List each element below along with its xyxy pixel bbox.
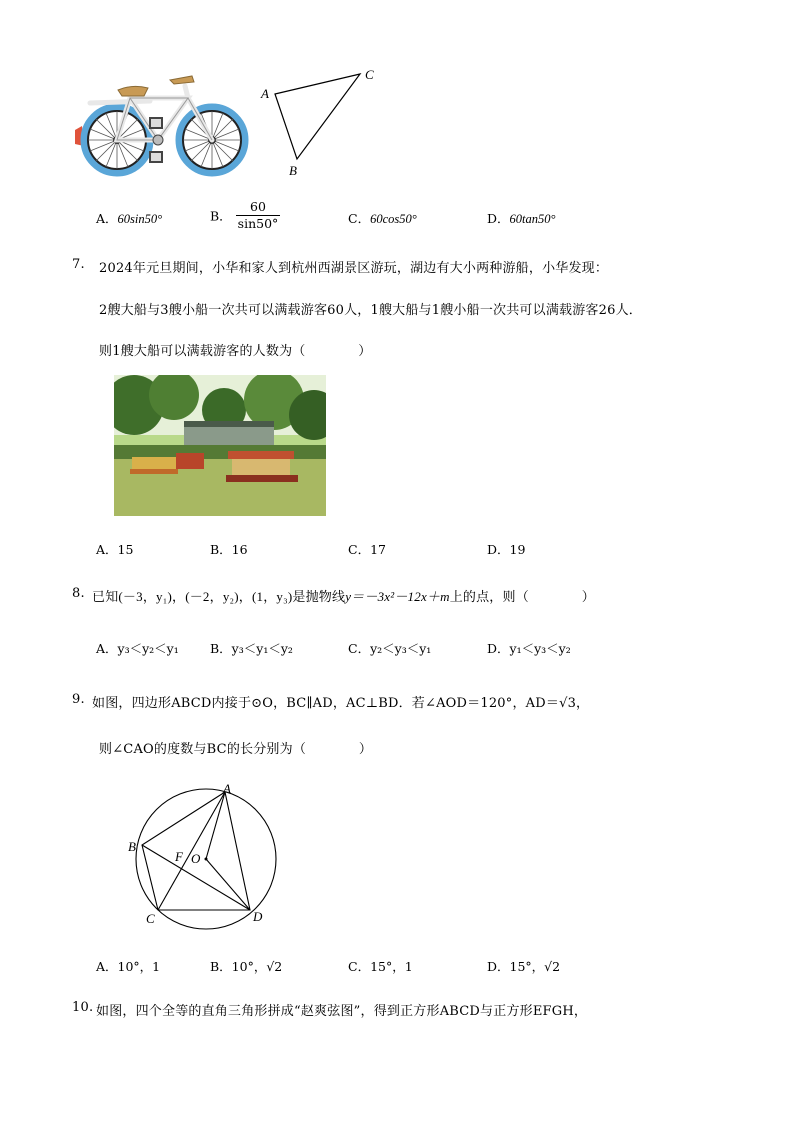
circle-quadrilateral-figure <box>120 775 280 935</box>
q10-number: 10. <box>72 1000 94 1015</box>
label-b: B <box>289 163 297 178</box>
q6-option-a[interactable]: A．60sin50° <box>96 211 163 226</box>
bicycle-image <box>70 68 250 178</box>
label-a: A <box>261 86 269 101</box>
q9-option-c[interactable]: C．15°，1 <box>348 959 413 974</box>
q9-line1: 如图，四边形ABCD内接于⊙O，BC∥AD，AC⊥BD．若∠AOD＝120°，AD＝√3， <box>92 696 590 711</box>
q8-option-d[interactable]: D．y₁＜y₃＜y₂ <box>487 641 571 656</box>
q7-line2: 2艘大船与3艘小船一次共可以满载游客60人，1艘大船与1艘小船一次共可以满载游客26人． <box>99 303 642 318</box>
label-b: B <box>128 839 136 854</box>
q9-option-a[interactable]: A．10°，1 <box>96 959 161 974</box>
q6-option-c[interactable]: C．60cos50° <box>348 211 417 226</box>
q8-number: 8. <box>72 586 85 601</box>
q9-line2: 则∠CAO的度数与BC的长分别为（ ） <box>99 742 373 757</box>
label-d: D <box>253 909 263 924</box>
q7-line3: 则1艘大船可以满载游客的人数为（ ） <box>99 344 372 359</box>
q9-option-d[interactable]: D．15°，√2 <box>487 959 561 974</box>
q7-line1: 2024年元旦期间，小华和家人到杭州西湖景区游玩，湖边有大小两种游船，小华发现： <box>99 261 609 276</box>
label-f: F <box>175 849 183 864</box>
q8-stem: 已知(－3，y₁)，(－2，y₂)，(1，y₃)是抛物线y＝－3x²－12x＋m上的点，则（ ） <box>92 589 595 605</box>
label-a: A <box>223 781 231 796</box>
q7-option-b[interactable]: B．16 <box>210 542 248 557</box>
label-o: O <box>191 851 201 866</box>
q7-number: 7. <box>72 257 85 272</box>
label-c: C <box>365 67 374 82</box>
q7-option-d[interactable]: D．19 <box>487 542 526 557</box>
q10-line1: 如图，四个全等的直角三角形拼成“赵爽弦图”，得到正方形ABCD与正方形EFGH， <box>96 1004 588 1019</box>
q7-option-c[interactable]: C．17 <box>348 542 386 557</box>
lake-boats-photo <box>114 375 326 516</box>
q9-number: 9. <box>72 692 85 707</box>
q7-option-a[interactable]: A．15 <box>96 542 134 557</box>
fraction: $\frac{60}{\sin 50^\circ}$ <box>237 199 279 231</box>
q8-option-c[interactable]: C．y₂＜y₃＜y₁ <box>348 641 432 656</box>
q8-option-a[interactable]: A．y₃＜y₂＜y₁ <box>96 641 179 656</box>
q6-option-d[interactable]: D．60tan50° <box>487 211 556 226</box>
triangle-abc-figure <box>255 64 385 180</box>
seat <box>118 86 148 96</box>
q9-option-b[interactable]: B．10°，√2 <box>210 959 283 974</box>
q8-option-b[interactable]: B．y₃＜y₁＜y₂ <box>210 641 293 656</box>
label-c: C <box>146 911 155 926</box>
q6-option-b[interactable]: B． $\frac{60}{\sin 50^\circ}$ <box>210 199 279 231</box>
